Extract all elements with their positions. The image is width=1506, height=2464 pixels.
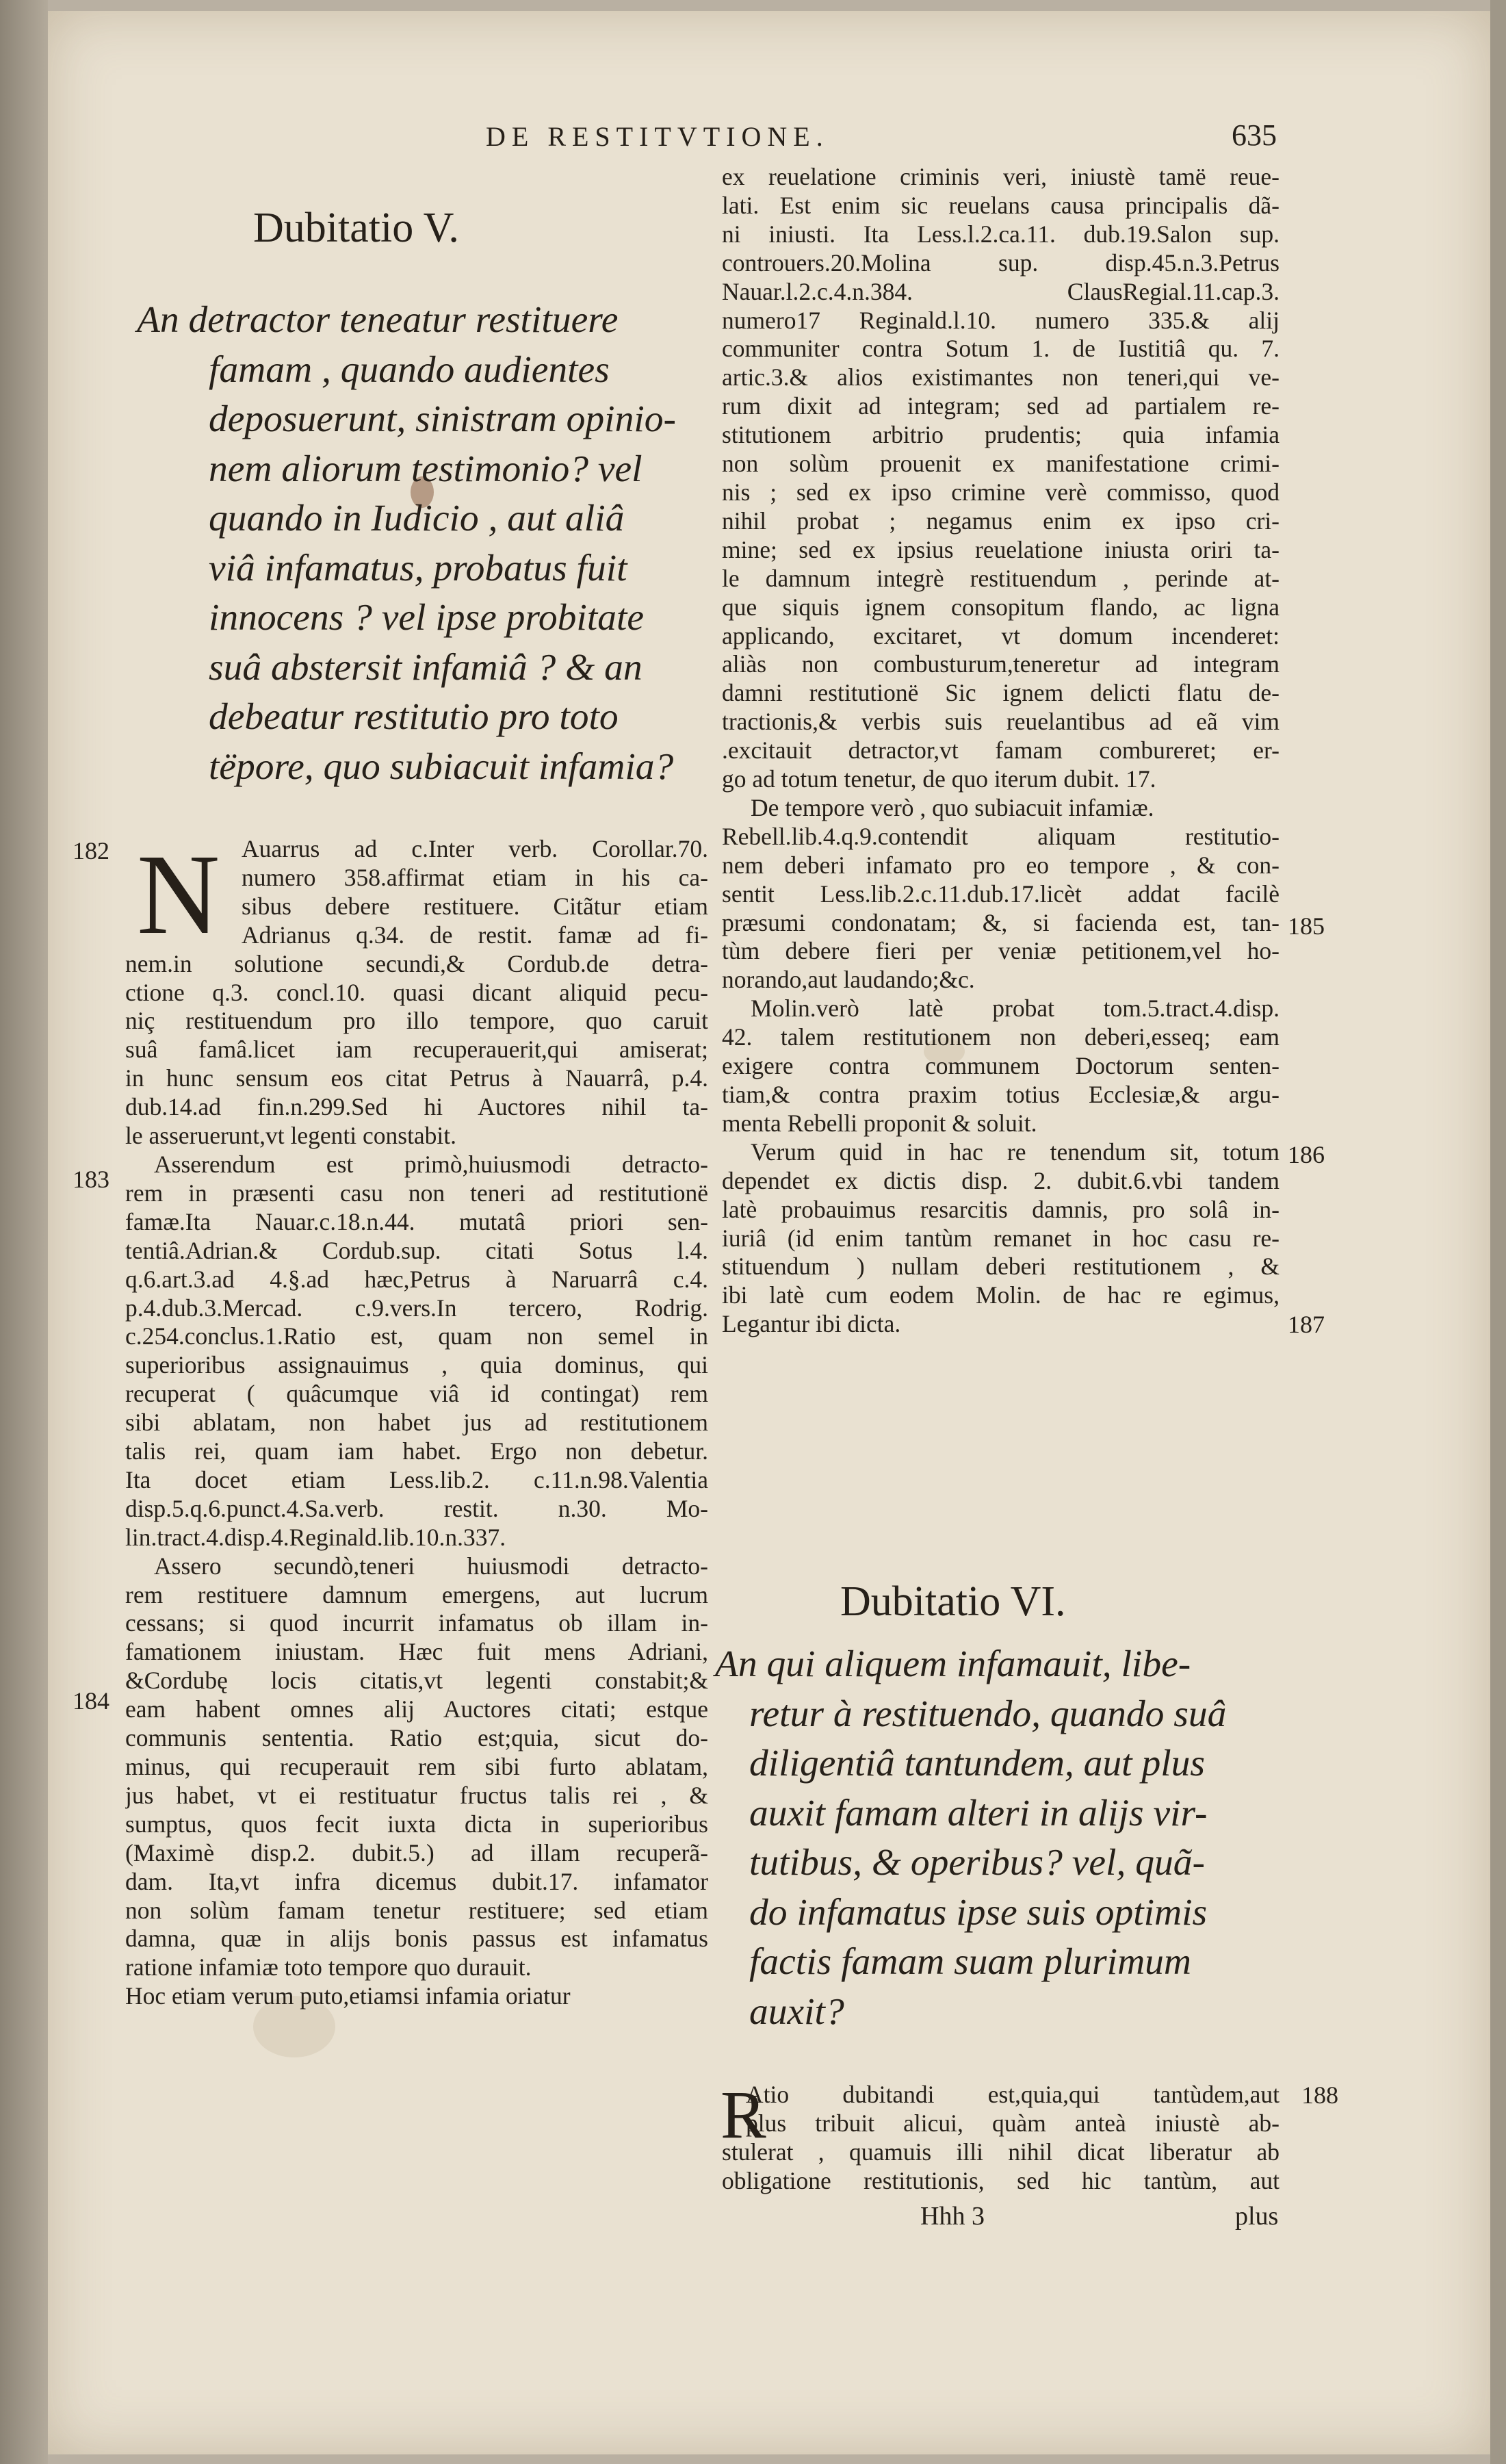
catchword: plus xyxy=(1235,2202,1279,2231)
question-line: suâ abstersit infamiâ ? & an xyxy=(209,646,642,689)
text-line: (Maximè disp.2. dubit.5.) ad illam recuperã- xyxy=(125,1838,708,1866)
text-line: norando,aut laudando;&c. xyxy=(722,966,975,994)
dubitatio-v-title: Dubitatio V. xyxy=(253,205,459,251)
question-line: quando in Iudicio , aut aliâ xyxy=(209,498,625,539)
signature-mark: Hhh 3 xyxy=(920,2202,985,2231)
text-line: lin.tract.4.disp.4.Reginald.lib.10.n.337. xyxy=(125,1523,506,1551)
question-line: do infamatus ipse suis optimis xyxy=(749,1891,1208,1934)
text-line: præsumi condonatam; &, si facienda est, tan- xyxy=(722,908,1280,936)
margin-number-188: 188 xyxy=(1301,2081,1338,2109)
text-line: le asseruerunt,vt legenti constabit. xyxy=(125,1122,457,1150)
margin-number-184: 184 xyxy=(73,1687,109,1715)
text-line: nem deberi infamato pro eo tempore , & con- xyxy=(722,851,1280,879)
text-line: iuriâ (id enim tantùm remanet in hoc casu re- xyxy=(722,1224,1280,1252)
text-line: non solùm prouenit ex manifestatione crimi- xyxy=(722,450,1280,478)
text-line: numero17 Reginald.l.10. numero 335.& alij xyxy=(722,306,1280,334)
question-line: An qui aliquem infamauit, libe- xyxy=(715,1643,1191,1685)
text-line: applicando, excitaret, vt domum incenderet: xyxy=(722,621,1280,650)
text-line: que siquis ignem consopitum flando, ac ligna xyxy=(722,593,1280,621)
text-line: damna, quæ in alijs bonis passus est infamatus xyxy=(125,1925,708,1953)
text-line: superioribus assignauimus , quia dominus, qui xyxy=(125,1351,708,1379)
question-line: auxit famam alteri in alijs vir- xyxy=(749,1792,1208,1834)
text-line: dub.14.ad fin.n.299.Sed hi Auctores nihil ta- xyxy=(125,1093,708,1121)
text-line: Rebell.lib.4.q.9.contendit aliquam restitutio- xyxy=(722,822,1280,850)
text-line: Adrianus q.34. de restit. famæ ad fi- xyxy=(242,921,708,949)
text-line: le damnum integrè restituendum , perinde at- xyxy=(722,564,1280,592)
text-line: sumptus, quos fecit iuxta dicta in superioribus xyxy=(125,1810,708,1838)
text-line: nis ; sed ex ipso crimine verè commisso, quod xyxy=(722,478,1280,506)
text-line: Molin.verò latè probat tom.5.tract.4.disp. xyxy=(751,994,1280,1023)
text-line: famationem iniustam. Hæc fuit mens Adriani, xyxy=(125,1638,708,1666)
text-line: p.4.dub.3.Mercad. c.9.vers.In tercero, Rodrig. xyxy=(125,1294,708,1322)
text-line: tractionis,& verbis suis reuelantibus ad eã vim xyxy=(722,708,1280,736)
text-line: De tempore verò , quo subiacuit infamiæ. xyxy=(751,793,1154,821)
text-line: nem.in solutione secundi,& Cordub.de detra- xyxy=(125,949,708,977)
text-line: stitutionem arbitrio prudentis; quia infamia xyxy=(722,421,1280,449)
question-line: auxit? xyxy=(749,1990,844,2033)
text-line: c.254.conclus.1.Ratio est, quam non semel in xyxy=(125,1322,708,1350)
question-line: debeatur restitutio pro toto xyxy=(209,696,619,738)
margin-number-182: 182 xyxy=(73,837,109,864)
question-line: retur à restituendo, quando suâ xyxy=(749,1693,1227,1735)
text-line: tentiâ.Adrian.& Cordub.sup. citati Sotus l.4. xyxy=(125,1236,708,1264)
text-line: eam habent omnes alij Auctores citati; estque xyxy=(125,1695,708,1723)
text-line: Auarrus ad c.Inter verb. Corollar.70. xyxy=(242,835,708,862)
dubitatio-vi-question xyxy=(715,1640,1290,2037)
margin-number-185: 185 xyxy=(1288,912,1325,940)
dubitatio-v-question xyxy=(137,296,718,792)
text-line: sibus debere restituere. Citãtur etiam xyxy=(242,892,708,920)
question-line: famam , quando audientes xyxy=(209,348,610,391)
text-line: go ad totum tenetur, de quo iterum dubit. 17. xyxy=(722,765,1156,793)
text-line: Ita docet etiam Less.lib.2. c.11.n.98.Valentia xyxy=(125,1465,708,1493)
margin-number-183: 183 xyxy=(73,1166,109,1193)
text-line: minus, qui recuperauit rem sibi furto ablatam, xyxy=(125,1753,708,1780)
text-line: rum dixit ad integram; sed ad partialem re- xyxy=(722,392,1280,420)
text-line: Atio dubitandi est,quia,qui tantùdem,aut xyxy=(746,2081,1280,2108)
text-line: controuers.20.Molina sup. disp.45.n.3.Petrus xyxy=(722,248,1280,277)
question-line: innocens ? vel ipse probitate xyxy=(209,597,645,639)
text-line: Verum quid in hac re tenendum sit, totum xyxy=(751,1138,1280,1166)
text-line: ibi latè cum eodem Molin. de hac re egimus, xyxy=(722,1281,1280,1309)
text-line: famæ.Ita Nauar.c.18.n.44. mutatâ priori sen- xyxy=(125,1207,708,1235)
text-line: ratione infamiæ toto tempore quo durauit. xyxy=(125,1953,532,1981)
text-line: non solùm famam tenetur restituere; sed etiam xyxy=(125,1896,708,1924)
text-line: ctione q.3. concl.10. quasi dicant aliquid pecu- xyxy=(125,978,708,1006)
question-line: deposuerunt, sinistram opinio- xyxy=(209,398,676,440)
text-line: dam. Ita,vt infra dicemus dubit.17. infamator xyxy=(125,1867,708,1895)
text-line: 42. talem restitutionem non deberi,esseq; eam xyxy=(722,1023,1280,1051)
text-line: &Cordubę locis citatis,vt legenti constabit;& xyxy=(125,1667,708,1695)
text-line: Legantur ibi dicta. xyxy=(722,1310,901,1338)
question-line: An detractor teneatur restituere xyxy=(137,299,619,341)
text-line: Nauar.l.2.c.4.n.384. ClausRegial.11.cap.3. xyxy=(722,277,1280,305)
text-line: recuperat ( quâcumque viâ id contingat) rem xyxy=(125,1380,708,1408)
running-title: DE RESTITVTIONE. xyxy=(486,121,829,152)
text-line: numero 358.affirmat etiam in his ca- xyxy=(242,863,708,891)
text-line: Hoc etiam verum puto,etiamsi infamia oriatur xyxy=(125,1982,571,2010)
left-column-text xyxy=(125,831,708,2011)
page-number: 635 xyxy=(1232,118,1277,152)
text-line: niç restituendum pro illo tempore, quo caruit xyxy=(125,1007,708,1035)
text-line: suâ famâ.licet iam recuperauerit,qui amiserat; xyxy=(125,1036,708,1064)
text-line: stituendum ) nullam deberi restitutionem , & xyxy=(722,1253,1280,1281)
text-line: in hunc sensum eos citat Petrus à Nauarrâ, p.4. xyxy=(125,1064,708,1092)
margin-number-187: 187 xyxy=(1288,1311,1325,1338)
text-line: rem in præsenti casu non teneri ad restitutionë xyxy=(125,1179,708,1207)
text-line: latè probauimus resarcitis damnis, pro solâ in- xyxy=(722,1195,1280,1223)
text-line: talis rei, quam iam habet. Ergo non debetur. xyxy=(125,1437,708,1465)
text-line: cessans; si quod incurrit infamatus ob illam in- xyxy=(125,1609,708,1637)
text-line: ex reuelatione criminis veri, iniustè tamë reue- xyxy=(722,163,1280,190)
text-line: aliàs non combusturum,teneretur ad integram xyxy=(722,650,1280,678)
text-line: sibi ablatam, non habet jus ad restitutionem xyxy=(125,1409,708,1437)
text-line: q.6.art.3.ad 4.§.ad hæc,Petrus à Naruarrâ c.4. xyxy=(125,1265,708,1293)
text-line: Assero secundò,teneri huiusmodi detracto- xyxy=(154,1552,708,1580)
dubitatio-vi-title: Dubitatio VI. xyxy=(840,1578,1066,1625)
text-line: rem restituere damnum emergens, aut lucrum xyxy=(125,1580,708,1608)
text-line: jus habet, vt ei restituatur fructus talis rei , & xyxy=(125,1781,708,1809)
text-line: tiam,& contra praxim totius Ecclesiæ,& argu- xyxy=(722,1081,1280,1108)
question-line: nem aliorum testimonio? vel xyxy=(209,448,642,490)
text-line: .excitauit detractor,vt famam combureret; er- xyxy=(722,736,1280,765)
question-line: viâ infamatus, probatus fuit xyxy=(209,547,627,589)
text-line: Asserendum est primò,huiusmodi detracto- xyxy=(154,1150,708,1178)
text-line: nihil probat ; negamus enim ex ipso cri- xyxy=(722,506,1280,535)
text-line: disp.5.q.6.punct.4.Sa.verb. restit. n.30. Mo- xyxy=(125,1494,708,1522)
drop-cap-r: R xyxy=(720,2077,766,2153)
question-line: diligentiâ tantundem, aut plus xyxy=(749,1743,1205,1784)
text-line: communiter contra Sotum 1. de Iustitiâ qu. 7. xyxy=(722,335,1280,363)
question-line: tëpore, quo subiacuit infamia? xyxy=(209,745,674,788)
text-line: menta Rebelli proponit & soluit. xyxy=(722,1109,1037,1137)
margin-number-186: 186 xyxy=(1288,1141,1325,1168)
question-line: factis famam suam plurimum xyxy=(749,1941,1191,1983)
right-column-text xyxy=(722,163,1280,1339)
page-edge xyxy=(1490,0,1506,2464)
text-line: ni iniusti. Ita Less.l.2.ca.11. dub.19.Salon sup. xyxy=(722,220,1280,248)
text-line: artic.3.& alios existimantes non teneri,qui ve- xyxy=(722,363,1280,392)
text-line: damni restitutionë Sic ignem delicti flatu de- xyxy=(722,679,1280,707)
text-line: sentit Less.lib.2.c.11.dub.17.licèt addat facilè xyxy=(722,880,1280,908)
text-line: exigere contra communem Doctorum senten- xyxy=(722,1052,1280,1080)
text-line: obligatione restitutionis, sed hic tantùm, aut xyxy=(722,2166,1280,2194)
text-line: stulerat , quamuis illi nihil dicat liberatur ab xyxy=(722,2138,1280,2166)
text-line: dependet ex dictis disp. 2. dubit.6.vbi tandem xyxy=(722,1166,1280,1194)
drop-cap-n: N xyxy=(137,831,220,958)
text-line: mine; sed ex ipsius reuelatione iniusta oriri ta- xyxy=(722,535,1280,563)
text-line: plus tribuit alicui, quàm anteà iniustè ab- xyxy=(746,2109,1280,2137)
text-line: lati. Est enim sic reuelans causa principalis dã- xyxy=(722,191,1280,219)
text-line: tùm debere fieri per veniæ petitionem,vel ho- xyxy=(722,937,1280,965)
text-line: communis sententia. Ratio est;quia, sicut do- xyxy=(125,1724,708,1752)
right-column-text-continued xyxy=(720,2077,1280,2196)
book-spine-shadow xyxy=(0,0,48,2464)
question-line: tutibus, & operibus? vel, quã- xyxy=(749,1842,1205,1884)
